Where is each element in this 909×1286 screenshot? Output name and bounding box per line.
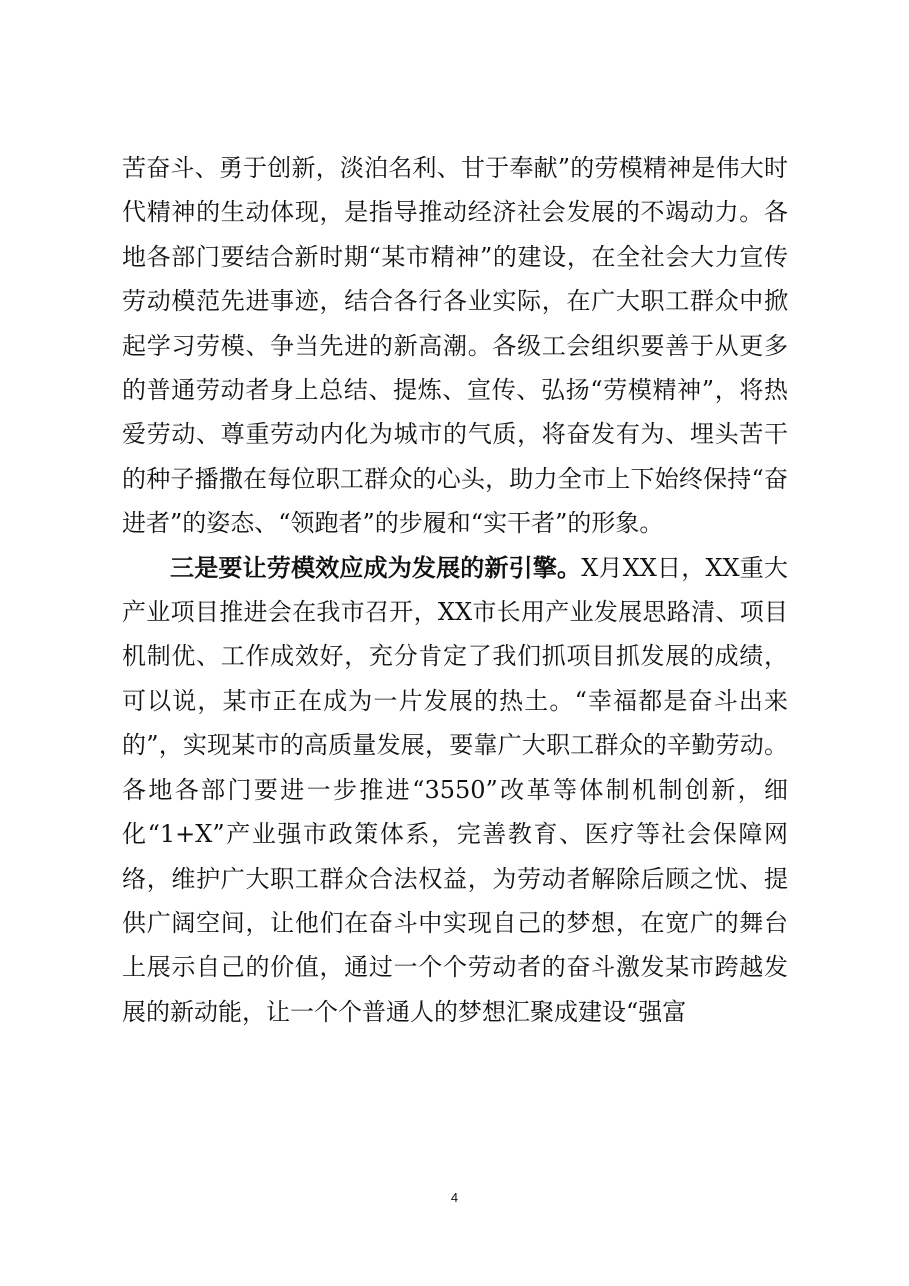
paragraph-text: 苦奋斗、勇于创新，淡泊名利、甘于奉献”的劳模精神是伟大时代精神的生动体现，是指导推动经济社会发展的不竭动力。各地各部门要结合新时期“某市精神”的建设，在全社会大力宣传劳动模范先进事迹，结合各行各业实际，在广大职工群众中掀起学习劳模、争当先进的新高潮。各级工会组织要善于从更多的普通劳动者身上总结、提炼、宣传、弘扬“劳模精神”，将热爱劳动、尊重劳动内化为城市的气质，将奋发有为、埋头苦干的种子播撒在每位职工群众的心头，助力全市上下始终保持“奋进者”的姿态、“领跑者”的步履和“实干者”的形象。 — [122, 154, 788, 538]
page-number: 4 — [450, 1190, 459, 1205]
body-text — [122, 146, 788, 1034]
paragraph-lead-heading: 三是要让劳模效应成为发展的新引擎。 — [170, 553, 582, 582]
paragraph-continued — [122, 146, 788, 546]
paragraph-text: X月XX日，XX重大产业项目推进会在我市召开，XX市长用产业发展思路清、项目机制优、工作成效好，充分肯定了我们抓项目抓发展的成绩，可以说，某市正在成为一片发展的热土。“幸福都是奋斗出来的”，实现某市的高质量发展，要靠广大职工群众的辛勤劳动。各地各部门要进一步推进“3550”改革等体制机制创新，细化“1+X”产业强市政策体系，完善教育、医疗等社会保障网络，维护广大职工群众合法权益，为劳动者解除后顾之忧、提供广阔空间，让他们在奋斗中实现自己的梦想，在宽广的舞台上展示自己的价值，通过一个个劳动者的奋斗激发某市跨越发展的新动能，让一个个普通人的梦想汇聚成建设“强富 — [122, 553, 788, 1026]
paragraph-third-point — [122, 546, 788, 1034]
